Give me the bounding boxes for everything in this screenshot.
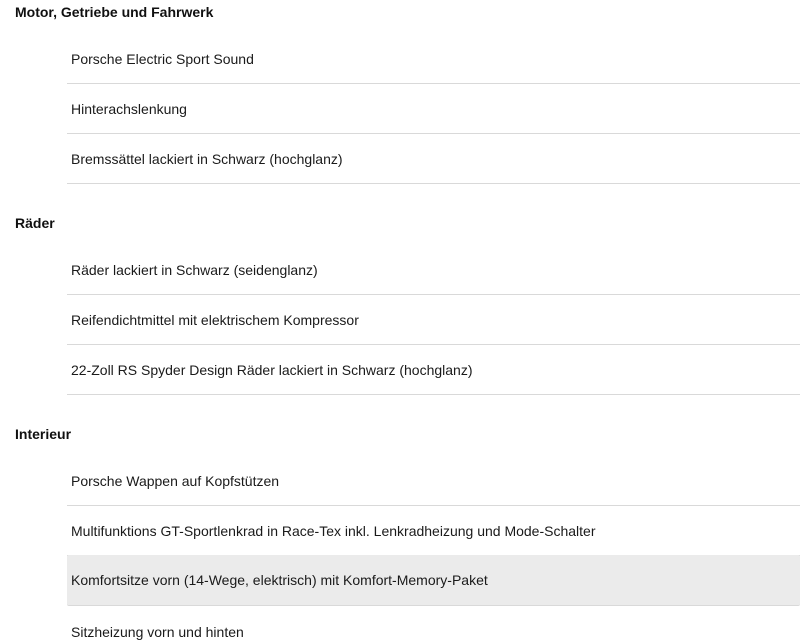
list-item-label: Porsche Wappen auf Kopfstützen <box>71 472 280 489</box>
list-item-label: Hinterachslenkung <box>71 100 187 117</box>
list-item-label: Bremssättel lackiert in Schwarz (hochglanz) <box>71 150 343 167</box>
list-item-label: Reifendichtmittel mit elektrischem Kompressor <box>71 311 359 328</box>
list-item-rs-spyder-raeder[interactable] <box>67 345 800 395</box>
list-item-reifendichtmittel[interactable] <box>67 295 800 345</box>
list-item-label: Räder lackiert in Schwarz (seidenglanz) <box>71 261 318 278</box>
list-item-komfortsitze[interactable] <box>67 555 800 606</box>
list-item-hinterachslenkung[interactable] <box>67 84 800 134</box>
list-item-label: 22-Zoll RS Spyder Design Räder lackiert in Schwarz (hochglanz) <box>71 361 473 378</box>
list-item-label: Multifunktions GT-Sportlenkrad in Race-Tex inkl. Lenkradheizung und Mode-Schalter <box>71 522 596 539</box>
list-item-gt-sportlenkrad[interactable] <box>67 506 800 556</box>
list-item-label: Porsche Electric Sport Sound <box>71 50 254 67</box>
list-item-bremssaettel[interactable] <box>67 134 800 184</box>
list-item-porsche-wappen[interactable] <box>67 456 800 506</box>
section-title-motor: Motor, Getriebe und Fahrwerk <box>15 4 214 20</box>
list-item-electric-sport-sound[interactable] <box>67 34 800 84</box>
list-item-raeder-lackiert[interactable] <box>67 245 800 295</box>
list-item-sitzheizung[interactable] <box>67 607 800 643</box>
list-item-label: Sitzheizung vorn und hinten <box>71 624 244 640</box>
section-title-interieur: Interieur <box>15 426 72 442</box>
section-title-raeder: Räder <box>15 215 55 231</box>
list-item-label: Komfortsitze vorn (14-Wege, elektrisch) mit Komfort-Memory-Paket <box>71 572 488 588</box>
